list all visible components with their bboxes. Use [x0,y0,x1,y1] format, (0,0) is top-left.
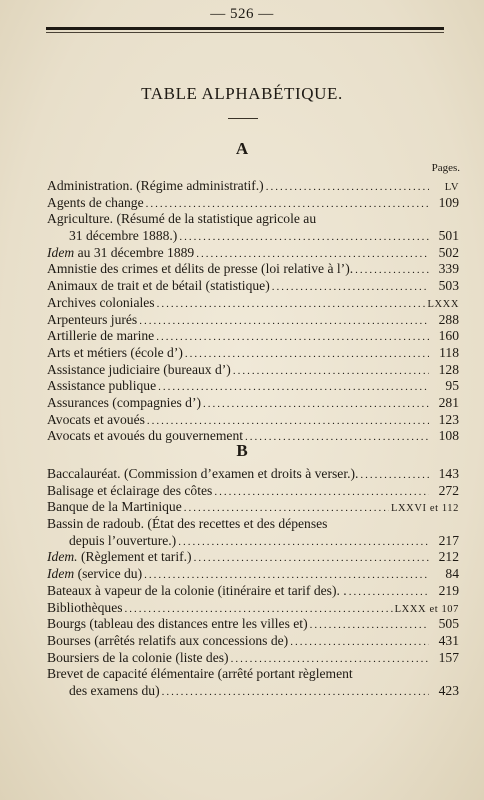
entry-page-number: 502 [438,244,459,260]
entry-page-number: LXXVI et 112 [390,503,459,515]
index-list-a [47,178,459,445]
index-entry [47,312,459,329]
leader-dots [158,379,429,396]
entry-label: Bateaux à vapeur de la colonie (itinéraire et tarif des). . [47,582,347,598]
index-entry [47,195,459,212]
entry-page-number: LXXX [427,298,459,310]
leader-dots [185,346,429,363]
entry-label: Archives coloniales [47,294,155,310]
leader-dots [156,329,429,346]
entry-label: Animaux de trait et de bétail (statistique) [47,278,270,294]
index-entry [47,616,459,633]
entry-page-number: LV [444,182,459,193]
entry-text [47,378,156,395]
index-entry [47,650,459,667]
page-title: TABLE ALPHABÉTIQUE. [141,84,343,103]
index-entry [47,278,459,295]
leader-dots [184,500,389,517]
entry-text [47,466,358,483]
entry-text [47,583,347,600]
entry-text [47,549,192,566]
entry-text [47,616,308,633]
index-entry [47,483,459,500]
entry-label: au 31 décembre 1889 [74,244,195,260]
entry-page-number: 501 [438,228,459,244]
entry-label: Artillerie de marine [47,328,155,344]
leader-dots [178,534,429,551]
index-entry [47,362,459,379]
entry-text [47,633,288,650]
entry-page-number: 160 [438,328,459,344]
leader-dots [162,684,429,701]
entry-text [47,650,229,667]
index-entry [47,345,459,362]
section-letter-a: A [235,139,249,158]
index-entry [47,549,459,566]
entry-page-number: 288 [438,311,459,327]
index-entry [47,499,459,516]
entry-page-number: 431 [438,632,459,648]
leader-dots [144,567,429,584]
entry-page-number: 109 [438,194,459,210]
entry-text [47,245,194,262]
entry-label: (Règlement et tarif.) [77,549,192,565]
entry-italic-text: Idem [47,566,75,582]
entry-page-number: 143 [438,466,459,481]
index-entry [47,666,459,683]
entry-page-number: 157 [438,649,459,665]
entry-page-number: 423 [438,682,459,698]
entry-text [47,345,183,362]
entry-text: Bassin de radoub. (État des recettes et des dépenses [47,516,328,532]
entry-page-number: 95 [445,378,459,394]
index-entry [47,395,459,412]
entry-label: Bourgs (tableau des distances entre les villes et) [47,616,308,632]
index-entry [47,466,459,483]
leader-dots [157,296,426,313]
entry-page-number: 505 [438,616,459,632]
index-entry [47,683,459,700]
leader-dots [231,651,429,668]
index-entry [47,261,459,278]
entry-text [47,499,182,516]
entry-label: Assurances (compagnies d’) [47,394,202,410]
entry-text [47,483,212,500]
entry-text [47,566,142,583]
index-entry [47,378,459,395]
entry-label: Arpenteurs jurés [47,311,138,327]
entry-text [47,533,176,550]
entry-label: Boursiers de la colonie (liste des) [47,649,229,665]
leader-dots [179,229,429,246]
leader-dots [266,179,429,196]
leader-dots [233,363,429,380]
entry-italic-text: Idem. [47,549,78,565]
entry-page-number: 217 [438,532,459,548]
entry-page-number: 123 [438,411,459,427]
leader-dots [147,413,429,430]
entry-label: Balisage et éclairage des côtes [47,482,213,498]
entry-label: Administration. (Régime administratif.) [47,178,264,193]
entry-label: Bibliothèques [47,599,123,615]
index-entry [47,178,459,195]
leader-dots [139,313,429,330]
entry-text [47,261,353,278]
index-entry [47,228,459,245]
entry-label: Avocats et avoués [47,411,145,427]
index-entry [47,295,459,312]
index-entry [47,412,459,429]
leader-dots [360,467,429,484]
entry-label: Banque de la Martinique [47,499,182,515]
leader-dots [355,262,429,279]
index-entry [47,516,459,533]
index-entry [47,211,459,228]
entry-page-number: 503 [438,278,459,294]
leader-dots [194,550,429,567]
entry-text: Brevet de capacité élémentaire (arrêté portant règlement [47,666,353,682]
entry-page-number: 118 [439,344,459,360]
index-entry [47,600,459,617]
index-entry [47,328,459,345]
index-list-b [47,466,459,700]
entry-label: 31 décembre 1888.) [69,228,178,244]
entry-label: Arts et métiers (école d’) [47,344,183,360]
index-entry [47,533,459,550]
entry-page-number: 339 [438,261,459,277]
entry-page-number: LXXX et 107 [394,603,459,615]
entry-label: Assistance judiciaire (bureaux d’) [47,361,231,377]
page-number: — 526 — [210,6,274,22]
entry-label: Bourses (arrêtés relatifs aux concessions de) [47,632,289,648]
entry-text [47,312,137,329]
entry-label: Avocats et avoués du gouvernement [47,428,244,444]
index-entry [47,566,459,583]
entry-label: des examens du) [69,682,160,698]
leader-dots [203,396,429,413]
entry-text: Agriculture. (Résumé de la statistique agricole au [47,211,317,227]
index-entry [47,633,459,650]
entry-text [47,195,144,212]
entry-text [47,178,264,195]
entry-text [47,328,154,345]
title-rule [228,118,258,119]
leader-dots [272,279,429,296]
leader-dots [214,484,429,501]
section-letter-b: B [236,441,248,460]
header-rule-thin [46,32,444,33]
leader-dots [125,601,393,618]
index-entry [47,583,459,600]
entry-page-number: 219 [438,582,459,598]
leader-dots [146,196,429,213]
leader-dots [310,617,429,634]
leader-dots [290,634,429,651]
entry-page-number: 128 [438,361,459,377]
entry-page-number: 108 [438,428,459,444]
pages-column-label: Pages. [431,162,460,174]
entry-page-number: 212 [438,549,459,565]
entry-page-number: 84 [445,566,459,582]
entry-text [47,228,177,245]
entry-label: Agents de change [47,194,144,210]
entry-label: depuis l’ouverture.) [69,532,177,548]
entry-text [47,683,160,700]
leader-dots [196,246,429,263]
header-rule [46,27,444,30]
index-entry [47,245,459,262]
entry-text [47,412,145,429]
entry-text [47,362,231,379]
entry-text [47,278,270,295]
entry-italic-text: Idem [47,244,75,260]
entry-text [47,295,155,312]
entry-label: (service du) [74,566,143,582]
entry-page-number: 281 [438,394,459,410]
entry-text [47,395,201,412]
entry-label: Amnistie des crimes et délits de presse (loi relative à l’). [47,261,354,277]
leader-dots [349,584,429,601]
entry-label: Baccalauréat. (Commission d’examen et droits à verser.). [47,466,359,481]
entry-text [47,600,123,617]
entry-page-number: 272 [438,482,459,498]
entry-label: Assistance publique [47,378,157,394]
